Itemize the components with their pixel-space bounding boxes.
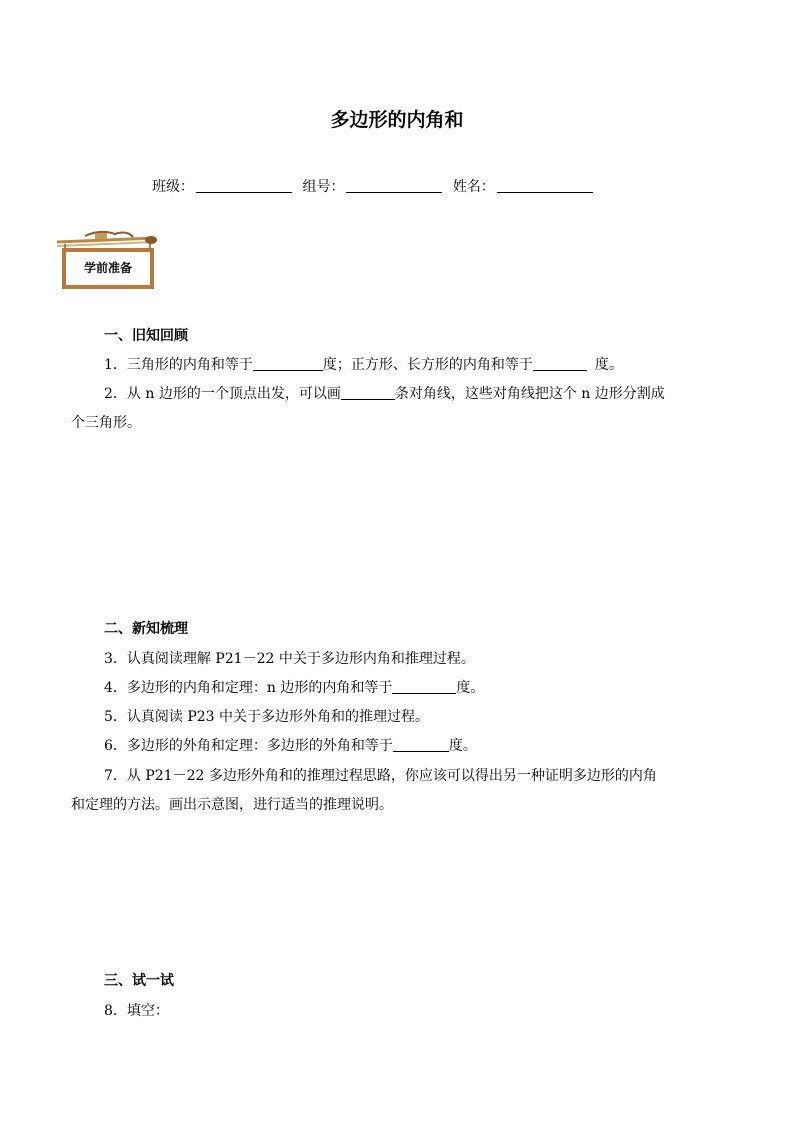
class-blank[interactable]	[196, 178, 292, 193]
student-info-row	[152, 176, 599, 196]
name-blank[interactable]	[497, 178, 593, 193]
question-2-cont: 个三角形。	[71, 415, 141, 431]
page-title: 多边形的内角和	[330, 109, 464, 131]
q2-blank[interactable]	[341, 385, 395, 400]
question-6: 6．多边形的外角和定理：多边形的外角和等于 度。	[104, 738, 477, 754]
q4-blank[interactable]	[392, 679, 456, 694]
name-label: 姓名：	[452, 179, 495, 195]
question-7-cont: 和定理的方法。画出示意图，进行适当的推理说明。	[71, 797, 393, 813]
question-5: 5．认真阅读 P23 中关于多边形外角和的推理过程。	[104, 709, 430, 725]
question-7: 7．从 P21－22 多边形外角和的推理过程思路，你应该可以得出另一种证明多边形的内角	[104, 768, 657, 784]
preparation-badge	[55, 228, 160, 290]
q1-blank-2[interactable]	[533, 356, 587, 371]
question-4: 4．多边形的内角和定理：n 边形的内角和等于 度。	[104, 680, 485, 696]
q1-blank-1[interactable]	[253, 356, 323, 371]
question-3: 3．认真阅读理解 P21－22 中关于多边形内角和推理过程。	[104, 651, 475, 667]
section-3-heading: 三、试一试	[104, 973, 174, 989]
question-1: 1．三角形的内角和等于 度；正方形、长方形的内角和等于 度。	[104, 357, 623, 373]
class-label: 班级：	[152, 179, 194, 195]
question-8: 8．填空：	[104, 1003, 169, 1019]
q6-blank[interactable]	[393, 737, 449, 752]
badge-label: 学前准备	[83, 261, 132, 275]
group-label: 组号：	[302, 179, 345, 195]
group-blank[interactable]	[346, 178, 442, 193]
section-2-heading: 二、新知梳理	[104, 621, 188, 637]
section-1-heading: 一、旧知回顾	[104, 328, 188, 344]
question-2: 2．从 n 边形的一个顶点出发，可以画 条对角线，这些对角线把这个 n 边形分割成	[104, 386, 665, 402]
